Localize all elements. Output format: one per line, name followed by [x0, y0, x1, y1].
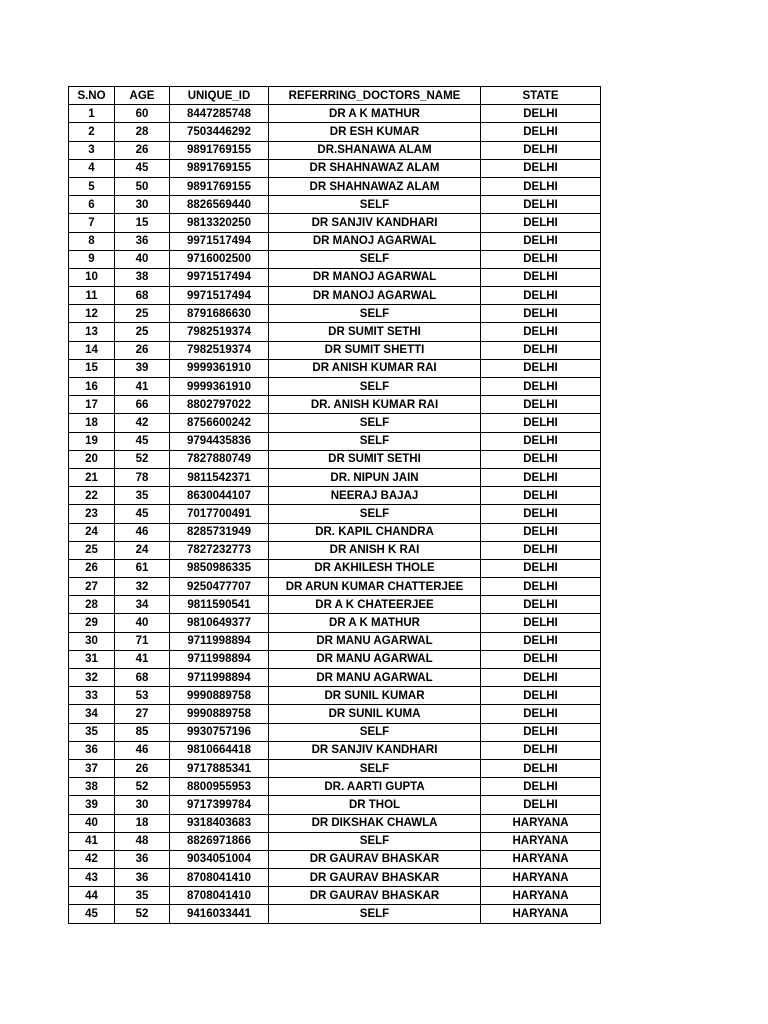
cell-referring-doctor: DR SANJIV KANDHARI — [269, 214, 481, 232]
cell-age: 30 — [115, 196, 170, 214]
cell-referring-doctor: DR MANOJ AGARWAL — [269, 232, 481, 250]
cell-unique-id: 9850986335 — [170, 559, 269, 577]
table-row — [69, 177, 601, 195]
cell-referring-doctor: SELF — [269, 250, 481, 268]
table-row — [69, 650, 601, 668]
cell-sno: 41 — [69, 832, 115, 850]
cell-state: DELHI — [481, 578, 601, 596]
cell-unique-id: 8756600242 — [170, 414, 269, 432]
cell-age: 35 — [115, 487, 170, 505]
cell-referring-doctor: DR A K MATHUR — [269, 105, 481, 123]
cell-referring-doctor: DR SUMIT SETHI — [269, 323, 481, 341]
cell-unique-id: 9811542371 — [170, 468, 269, 486]
cell-age: 34 — [115, 596, 170, 614]
cell-state: DELHI — [481, 287, 601, 305]
table-row — [69, 378, 601, 396]
table-row — [69, 359, 601, 377]
cell-sno: 23 — [69, 505, 115, 523]
cell-age: 42 — [115, 414, 170, 432]
cell-state: HARYANA — [481, 869, 601, 887]
cell-unique-id: 9250477707 — [170, 578, 269, 596]
cell-unique-id: 7982519374 — [170, 341, 269, 359]
cell-state: DELHI — [481, 614, 601, 632]
table-row — [69, 196, 601, 214]
cell-unique-id: 8447285748 — [170, 105, 269, 123]
header-state: STATE — [481, 87, 601, 105]
cell-referring-doctor: DR A K CHATEERJEE — [269, 596, 481, 614]
cell-sno: 2 — [69, 123, 115, 141]
cell-state: DELHI — [481, 541, 601, 559]
cell-sno: 1 — [69, 105, 115, 123]
cell-unique-id: 8826971866 — [170, 832, 269, 850]
cell-unique-id: 9971517494 — [170, 232, 269, 250]
cell-age: 52 — [115, 905, 170, 923]
table-row — [69, 541, 601, 559]
table-row — [69, 705, 601, 723]
cell-state: DELHI — [481, 669, 601, 687]
cell-referring-doctor: SELF — [269, 832, 481, 850]
cell-sno: 35 — [69, 723, 115, 741]
table-row — [69, 814, 601, 832]
cell-age: 25 — [115, 323, 170, 341]
cell-state: DELHI — [481, 796, 601, 814]
cell-state: DELHI — [481, 414, 601, 432]
cell-sno: 44 — [69, 887, 115, 905]
cell-unique-id: 9891769155 — [170, 141, 269, 159]
cell-state: DELHI — [481, 214, 601, 232]
table-row — [69, 778, 601, 796]
table-row — [69, 669, 601, 687]
cell-unique-id: 9711998894 — [170, 632, 269, 650]
cell-state: DELHI — [481, 396, 601, 414]
cell-unique-id: 9416033441 — [170, 905, 269, 923]
cell-age: 61 — [115, 559, 170, 577]
cell-age: 35 — [115, 887, 170, 905]
cell-age: 45 — [115, 505, 170, 523]
cell-sno: 9 — [69, 250, 115, 268]
cell-state: HARYANA — [481, 832, 601, 850]
cell-unique-id: 9811590541 — [170, 596, 269, 614]
table-row — [69, 141, 601, 159]
cell-age: 46 — [115, 523, 170, 541]
table-row — [69, 450, 601, 468]
table-row — [69, 323, 601, 341]
table-row — [69, 268, 601, 286]
cell-referring-doctor: SELF — [269, 505, 481, 523]
table-row — [69, 687, 601, 705]
cell-referring-doctor: NEERAJ BAJAJ — [269, 487, 481, 505]
cell-unique-id: 9810649377 — [170, 614, 269, 632]
cell-sno: 15 — [69, 359, 115, 377]
cell-state: DELHI — [481, 450, 601, 468]
cell-sno: 37 — [69, 759, 115, 777]
cell-referring-doctor: SELF — [269, 723, 481, 741]
cell-sno: 6 — [69, 196, 115, 214]
cell-age: 60 — [115, 105, 170, 123]
cell-unique-id: 7982519374 — [170, 323, 269, 341]
cell-sno: 13 — [69, 323, 115, 341]
table-row — [69, 614, 601, 632]
cell-age: 53 — [115, 687, 170, 705]
cell-age: 28 — [115, 123, 170, 141]
cell-sno: 40 — [69, 814, 115, 832]
table-row — [69, 159, 601, 177]
cell-unique-id: 7827880749 — [170, 450, 269, 468]
table-row — [69, 905, 601, 923]
cell-referring-doctor: DR.SHANAWA ALAM — [269, 141, 481, 159]
cell-age: 52 — [115, 450, 170, 468]
table-row — [69, 596, 601, 614]
table-row — [69, 523, 601, 541]
cell-sno: 11 — [69, 287, 115, 305]
cell-state: DELHI — [481, 559, 601, 577]
cell-sno: 31 — [69, 650, 115, 668]
cell-unique-id: 9711998894 — [170, 650, 269, 668]
cell-unique-id: 8826569440 — [170, 196, 269, 214]
cell-referring-doctor: DR MANOJ AGARWAL — [269, 287, 481, 305]
cell-age: 26 — [115, 341, 170, 359]
cell-sno: 5 — [69, 177, 115, 195]
cell-referring-doctor: SELF — [269, 196, 481, 214]
cell-unique-id: 8708041410 — [170, 887, 269, 905]
table-row — [69, 723, 601, 741]
table-row — [69, 759, 601, 777]
cell-state: DELHI — [481, 468, 601, 486]
header-sno: S.NO — [69, 87, 115, 105]
cell-referring-doctor: DR SUMIT SETHI — [269, 450, 481, 468]
cell-state: DELHI — [481, 268, 601, 286]
cell-unique-id: 9813320250 — [170, 214, 269, 232]
cell-referring-doctor: DR THOL — [269, 796, 481, 814]
cell-sno: 43 — [69, 869, 115, 887]
cell-unique-id: 8802797022 — [170, 396, 269, 414]
cell-unique-id: 9711998894 — [170, 669, 269, 687]
cell-age: 41 — [115, 650, 170, 668]
cell-referring-doctor: DR SHAHNAWAZ ALAM — [269, 177, 481, 195]
cell-sno: 29 — [69, 614, 115, 632]
table-row — [69, 341, 601, 359]
cell-age: 48 — [115, 832, 170, 850]
cell-referring-doctor: DR. AARTI GUPTA — [269, 778, 481, 796]
cell-state: HARYANA — [481, 887, 601, 905]
cell-state: DELHI — [481, 687, 601, 705]
cell-sno: 36 — [69, 741, 115, 759]
cell-unique-id: 7017700491 — [170, 505, 269, 523]
cell-unique-id: 9810664418 — [170, 741, 269, 759]
cell-state: DELHI — [481, 123, 601, 141]
cell-sno: 42 — [69, 850, 115, 868]
cell-unique-id: 9990889758 — [170, 705, 269, 723]
cell-unique-id: 8285731949 — [170, 523, 269, 541]
cell-sno: 38 — [69, 778, 115, 796]
cell-referring-doctor: SELF — [269, 305, 481, 323]
table-row — [69, 105, 601, 123]
cell-unique-id: 9930757196 — [170, 723, 269, 741]
cell-referring-doctor: DR MANU AGARWAL — [269, 650, 481, 668]
cell-unique-id: 9990889758 — [170, 687, 269, 705]
cell-referring-doctor: DR MANU AGARWAL — [269, 632, 481, 650]
cell-sno: 39 — [69, 796, 115, 814]
cell-state: HARYANA — [481, 814, 601, 832]
table-row — [69, 287, 601, 305]
cell-sno: 25 — [69, 541, 115, 559]
cell-unique-id: 7827232773 — [170, 541, 269, 559]
cell-state: DELHI — [481, 305, 601, 323]
referrals-table — [68, 86, 601, 924]
header-referring-doctor: REFERRING_DOCTORS_NAME — [269, 87, 481, 105]
cell-unique-id: 9891769155 — [170, 177, 269, 195]
cell-referring-doctor: SELF — [269, 759, 481, 777]
cell-unique-id: 9971517494 — [170, 268, 269, 286]
cell-sno: 22 — [69, 487, 115, 505]
cell-sno: 16 — [69, 378, 115, 396]
cell-state: DELHI — [481, 523, 601, 541]
cell-age: 27 — [115, 705, 170, 723]
cell-age: 39 — [115, 359, 170, 377]
table-row — [69, 887, 601, 905]
cell-sno: 24 — [69, 523, 115, 541]
cell-referring-doctor: DR DIKSHAK CHAWLA — [269, 814, 481, 832]
cell-age: 40 — [115, 250, 170, 268]
cell-sno: 19 — [69, 432, 115, 450]
header-row — [69, 87, 601, 105]
cell-referring-doctor: DR MANOJ AGARWAL — [269, 268, 481, 286]
cell-referring-doctor: DR GAURAV BHASKAR — [269, 887, 481, 905]
cell-referring-doctor: DR SUNIL KUMAR — [269, 687, 481, 705]
cell-state: DELHI — [481, 705, 601, 723]
cell-age: 45 — [115, 159, 170, 177]
cell-age: 36 — [115, 869, 170, 887]
cell-sno: 30 — [69, 632, 115, 650]
cell-referring-doctor: DR ANISH KUMAR RAI — [269, 359, 481, 377]
cell-sno: 12 — [69, 305, 115, 323]
table-row — [69, 505, 601, 523]
cell-unique-id: 8791686630 — [170, 305, 269, 323]
cell-age: 38 — [115, 268, 170, 286]
cell-referring-doctor: DR. NIPUN JAIN — [269, 468, 481, 486]
cell-sno: 33 — [69, 687, 115, 705]
cell-unique-id: 9999361910 — [170, 359, 269, 377]
cell-state: DELHI — [481, 759, 601, 777]
cell-referring-doctor: SELF — [269, 378, 481, 396]
cell-age: 68 — [115, 287, 170, 305]
cell-referring-doctor: DR ANISH K RAI — [269, 541, 481, 559]
cell-age: 36 — [115, 232, 170, 250]
cell-age: 30 — [115, 796, 170, 814]
cell-referring-doctor: DR A K MATHUR — [269, 614, 481, 632]
table-row — [69, 832, 601, 850]
cell-sno: 4 — [69, 159, 115, 177]
cell-unique-id: 7503446292 — [170, 123, 269, 141]
table-row — [69, 850, 601, 868]
cell-state: DELHI — [481, 596, 601, 614]
cell-sno: 10 — [69, 268, 115, 286]
cell-age: 68 — [115, 669, 170, 687]
cell-sno: 18 — [69, 414, 115, 432]
cell-state: DELHI — [481, 323, 601, 341]
table-row — [69, 214, 601, 232]
cell-age: 41 — [115, 378, 170, 396]
cell-age: 15 — [115, 214, 170, 232]
cell-state: DELHI — [481, 650, 601, 668]
cell-sno: 17 — [69, 396, 115, 414]
table-row — [69, 232, 601, 250]
cell-state: HARYANA — [481, 850, 601, 868]
cell-referring-doctor: DR SUMIT SHETTI — [269, 341, 481, 359]
cell-state: DELHI — [481, 432, 601, 450]
cell-state: DELHI — [481, 505, 601, 523]
cell-age: 18 — [115, 814, 170, 832]
cell-state: HARYANA — [481, 905, 601, 923]
cell-unique-id: 8708041410 — [170, 869, 269, 887]
table-row — [69, 578, 601, 596]
cell-sno: 34 — [69, 705, 115, 723]
cell-referring-doctor: SELF — [269, 432, 481, 450]
cell-state: DELHI — [481, 778, 601, 796]
cell-sno: 32 — [69, 669, 115, 687]
cell-sno: 26 — [69, 559, 115, 577]
cell-age: 26 — [115, 141, 170, 159]
cell-unique-id: 8800955953 — [170, 778, 269, 796]
cell-state: DELHI — [481, 159, 601, 177]
cell-unique-id: 9034051004 — [170, 850, 269, 868]
cell-age: 85 — [115, 723, 170, 741]
cell-age: 46 — [115, 741, 170, 759]
cell-unique-id: 9794435836 — [170, 432, 269, 450]
cell-state: DELHI — [481, 359, 601, 377]
cell-age: 32 — [115, 578, 170, 596]
header-age: AGE — [115, 87, 170, 105]
table-row — [69, 796, 601, 814]
table-body — [69, 105, 601, 923]
cell-sno: 14 — [69, 341, 115, 359]
cell-age: 52 — [115, 778, 170, 796]
cell-referring-doctor: DR ARUN KUMAR CHATTERJEE — [269, 578, 481, 596]
cell-sno: 21 — [69, 468, 115, 486]
cell-referring-doctor: SELF — [269, 905, 481, 923]
table-row — [69, 869, 601, 887]
cell-age: 25 — [115, 305, 170, 323]
cell-referring-doctor: DR. KAPIL CHANDRA — [269, 523, 481, 541]
table-row — [69, 632, 601, 650]
table-row — [69, 123, 601, 141]
cell-state: DELHI — [481, 632, 601, 650]
cell-referring-doctor: DR SHAHNAWAZ ALAM — [269, 159, 481, 177]
table-header — [69, 87, 601, 105]
cell-referring-doctor: DR GAURAV BHASKAR — [269, 869, 481, 887]
cell-state: DELHI — [481, 105, 601, 123]
header-unique-id: UNIQUE_ID — [170, 87, 269, 105]
cell-age: 78 — [115, 468, 170, 486]
cell-state: DELHI — [481, 196, 601, 214]
cell-state: DELHI — [481, 250, 601, 268]
cell-unique-id: 9891769155 — [170, 159, 269, 177]
cell-age: 71 — [115, 632, 170, 650]
cell-unique-id: 8630044107 — [170, 487, 269, 505]
cell-sno: 27 — [69, 578, 115, 596]
cell-age: 66 — [115, 396, 170, 414]
cell-unique-id: 9717399784 — [170, 796, 269, 814]
cell-referring-doctor: DR MANU AGARWAL — [269, 669, 481, 687]
cell-referring-doctor: DR AKHILESH THOLE — [269, 559, 481, 577]
cell-sno: 7 — [69, 214, 115, 232]
cell-referring-doctor: DR ESH KUMAR — [269, 123, 481, 141]
cell-referring-doctor: DR. ANISH KUMAR RAI — [269, 396, 481, 414]
cell-referring-doctor: SELF — [269, 414, 481, 432]
table-row — [69, 305, 601, 323]
cell-state: DELHI — [481, 487, 601, 505]
cell-age: 50 — [115, 177, 170, 195]
cell-sno: 20 — [69, 450, 115, 468]
cell-state: DELHI — [481, 378, 601, 396]
table-row — [69, 432, 601, 450]
cell-unique-id: 9717885341 — [170, 759, 269, 777]
cell-sno: 28 — [69, 596, 115, 614]
cell-unique-id: 9971517494 — [170, 287, 269, 305]
table-row — [69, 559, 601, 577]
table-row — [69, 741, 601, 759]
cell-state: DELHI — [481, 341, 601, 359]
cell-age: 36 — [115, 850, 170, 868]
table-row — [69, 468, 601, 486]
cell-referring-doctor: DR GAURAV BHASKAR — [269, 850, 481, 868]
cell-sno: 3 — [69, 141, 115, 159]
cell-state: DELHI — [481, 177, 601, 195]
table-row — [69, 396, 601, 414]
cell-state: DELHI — [481, 141, 601, 159]
cell-sno: 45 — [69, 905, 115, 923]
cell-unique-id: 9999361910 — [170, 378, 269, 396]
cell-state: DELHI — [481, 723, 601, 741]
cell-age: 40 — [115, 614, 170, 632]
cell-state: DELHI — [481, 232, 601, 250]
cell-age: 26 — [115, 759, 170, 777]
table-row — [69, 414, 601, 432]
cell-age: 45 — [115, 432, 170, 450]
cell-age: 24 — [115, 541, 170, 559]
table-row — [69, 487, 601, 505]
cell-referring-doctor: DR SANJIV KANDHARI — [269, 741, 481, 759]
cell-sno: 8 — [69, 232, 115, 250]
cell-referring-doctor: DR SUNIL KUMA — [269, 705, 481, 723]
cell-unique-id: 9318403683 — [170, 814, 269, 832]
table-row — [69, 250, 601, 268]
cell-unique-id: 9716002500 — [170, 250, 269, 268]
cell-state: DELHI — [481, 741, 601, 759]
